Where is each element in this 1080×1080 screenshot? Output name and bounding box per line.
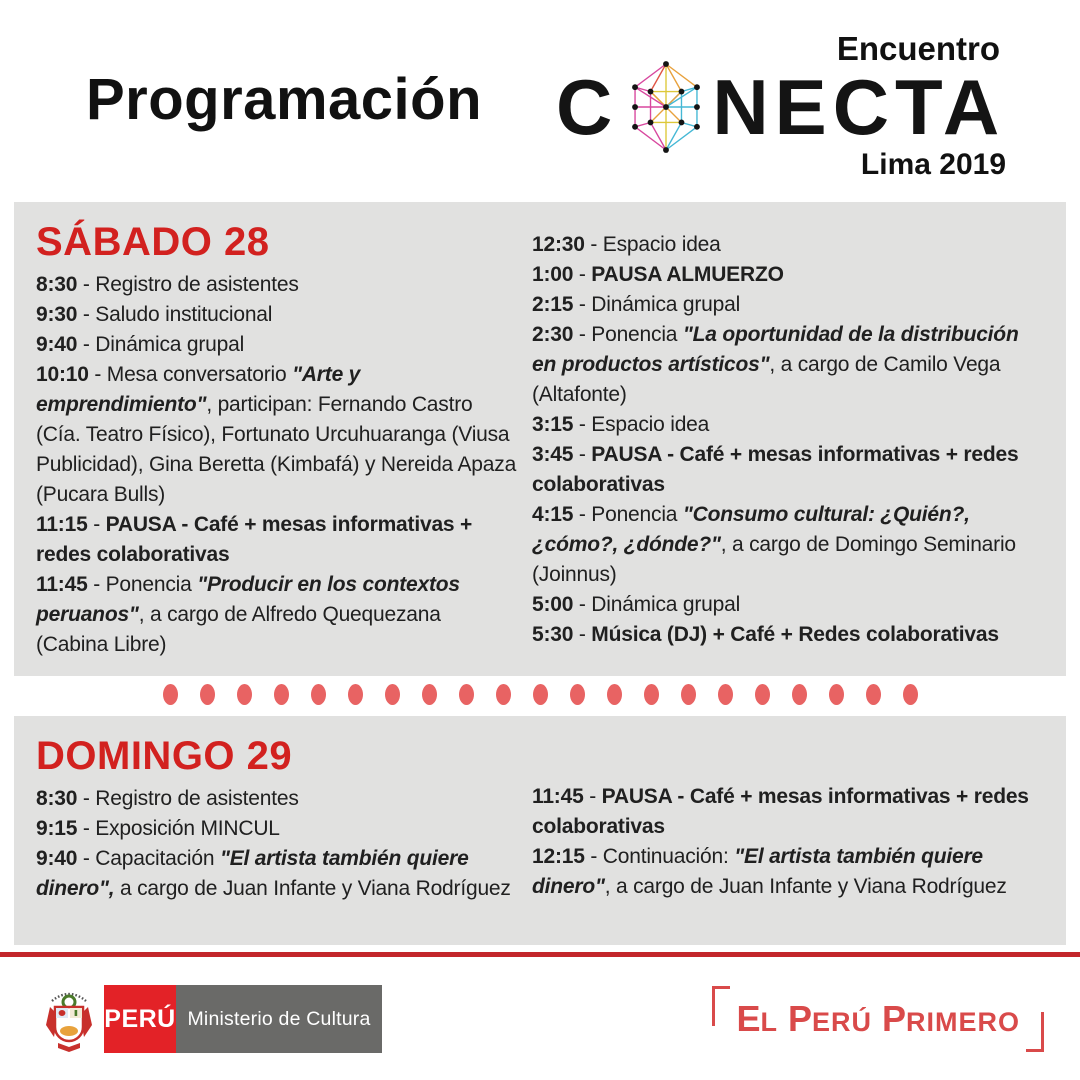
divider-dot [459,684,474,705]
text-segment: "El artista también quiere dinero" [532,845,983,898]
sunday-left-column [36,734,518,904]
schedule-section-sunday [14,716,1066,945]
schedule-item [36,330,518,360]
text-segment: 10:10 [36,363,89,386]
logo-kicker: Encuentro [836,30,1000,67]
text-segment: 5:30 [532,623,574,646]
text-segment: - [87,513,106,536]
text-segment: - Dinámica grupal [77,333,245,356]
slogan-small-letters: L [760,1007,778,1037]
saturday-left-items [36,270,518,660]
text-segment: , a cargo de Alfredo Quequezana (Cabina Libre) [36,603,441,656]
bracket-bottom-right-icon [1026,1012,1044,1052]
schedule-item [532,230,1048,260]
divider-dot [385,684,400,705]
text-segment: 9:15 [36,817,78,840]
divider-dot [163,684,178,705]
sunday-right-column [532,734,1048,904]
text-segment: 1:00 [532,263,574,286]
text-segment: - Ponencia [573,323,683,346]
text-segment: "El artista también quiere dinero", [36,847,469,900]
text-segment: 9:30 [36,303,78,326]
text-segment: - Saludo institucional [77,303,273,326]
text-segment: 9:40 [36,333,78,356]
text-segment: PAUSA - Café + mesas informativas + redes colaborativas [532,443,1019,496]
text-segment: - Espacio idea [573,413,710,436]
schedule-item [36,784,518,814]
text-segment: - Dinámica grupal [573,593,741,616]
divider-dot [681,684,696,705]
text-segment: Música (DJ) + Café + Redes colaborativas [591,623,999,646]
schedule-item [532,500,1048,590]
dotted-divider [0,684,1080,706]
text-segment: - [573,623,592,646]
text-segment: - [573,263,592,286]
text-segment: PAUSA - Café + mesas informativas + redes colaborativas [532,785,1029,838]
schedule-item [532,842,1048,902]
text-segment: "Consumo cultural: ¿Quién?, ¿cómo?, ¿dónde?" [532,503,970,556]
divider-dot [274,684,289,705]
conecta-logo [556,54,1005,160]
sunday-left-items [36,784,518,904]
slogan-capital-letter: P [787,998,812,1039]
schedule-item [36,570,518,660]
schedule-item [36,270,518,300]
text-segment: "Arte y emprendimiento" [36,363,361,416]
bracket-top-left-icon [712,986,730,1026]
text-segment: - Ponencia [87,573,198,596]
schedule-item [36,844,518,904]
divider-dot [829,684,844,705]
text-segment: PAUSA - Café + mesas informativas + redes colaborativas [36,513,473,566]
schedule-item [532,290,1048,320]
text-segment: 11:45 [36,573,88,596]
divider-dot [866,684,881,705]
text-segment: 8:30 [36,787,78,810]
text-segment: - Espacio idea [584,233,721,256]
text-segment: , a cargo de Domingo Seminario (Joinnus) [532,533,1016,586]
text-segment: , a cargo de Camilo Vega (Altafonte) [532,353,1001,406]
slogan-text [736,998,1020,1039]
slogan-capital-letter: E [736,998,761,1039]
schedule-item [532,320,1048,410]
saturday-right-column [532,220,1048,660]
slogan-capital-letter: P [881,998,906,1039]
divider-dot [348,684,363,705]
slogan-small-letters: RIMERO [906,1007,1020,1037]
schedule-item [36,814,518,844]
peru-brand-box: PERÚ [104,985,176,1053]
text-segment: "La oportunidad de la distribución en productos artísticos" [532,323,1019,376]
schedule-item [532,620,1048,650]
schedule-item [36,510,518,570]
text-segment: 12:15 [532,845,585,868]
divider-dot [533,684,548,705]
text-segment: 2:15 [532,293,574,316]
text-segment: - Continuación: [584,845,735,868]
ministry-of-culture-box: Ministerio de Cultura [176,985,382,1053]
section-title: SÁBADO 28 [36,220,270,264]
slogan-word [881,998,1020,1039]
divider-dot [496,684,511,705]
slogan-small-letters: ERÚ [811,1007,872,1037]
text-segment: 9:40 [36,847,78,870]
el-peru-primero-slogan [712,986,1044,1052]
divider-dot [311,684,326,705]
text-segment: - Ponencia [573,503,683,526]
footer-divider-rule [0,952,1080,957]
hexagon-network-icon [623,56,709,158]
text-segment: - Mesa conversatorio [88,363,293,386]
divider-dot [570,684,585,705]
text-segment: - Exposición MINCUL [77,817,280,840]
text-segment: , a cargo de Juan Infante y Viana Rodríguez [604,875,1007,898]
text-segment: 3:15 [532,413,574,436]
divider-dot [644,684,659,705]
text-segment: 12:30 [532,233,585,256]
schedule-section-saturday [14,202,1066,676]
text-segment: - Dinámica grupal [573,293,741,316]
text-segment: 5:00 [532,593,574,616]
schedule-item [532,590,1048,620]
logo-subtitle: Lima 2019 [860,148,1006,181]
slogan-word [787,998,872,1039]
schedule-item [532,410,1048,440]
divider-dot [718,684,733,705]
text-segment: 8:30 [36,273,78,296]
text-segment: 4:15 [532,503,574,526]
divider-dot [607,684,622,705]
schedule-item [532,440,1048,500]
schedule-item [36,300,518,330]
schedule-item [532,782,1048,842]
slogan-word [736,998,778,1039]
divider-dot [200,684,215,705]
divider-dot [903,684,918,705]
peru-coat-of-arms-icon [44,985,94,1053]
text-segment: , participan: Fernando Castro (Cía. Teatro Físico), Fortunato Urcuhuaranga (Viusa Publicidad), Gina Beretta (Kimbafá) y Nereida Apaza (Pucara Bulls) [36,393,517,506]
logo-letters-necta: NECTA [712,63,1006,151]
text-segment: a cargo de Juan Infante y Viana Rodríguez [114,877,511,900]
divider-dot [237,684,252,705]
text-segment: - Registro de asistentes [77,787,299,810]
text-segment: 11:15 [36,513,88,536]
logo-letter-c: C [556,63,619,151]
text-segment: 11:45 [532,785,584,808]
text-segment: PAUSA ALMUERZO [591,263,784,286]
saturday-left-column [36,220,518,660]
text-segment: 3:45 [532,443,574,466]
text-segment: - Capacitación [77,847,220,870]
text-segment: - [583,785,602,808]
schedule-item [532,260,1048,290]
text-segment: - Registro de asistentes [77,273,299,296]
divider-dot [792,684,807,705]
section-title: DOMINGO 29 [36,734,293,778]
divider-dot [755,684,770,705]
text-segment: "Producir en los contextos peruanos" [36,573,460,626]
divider-dot [422,684,437,705]
page-title: Programación [86,67,482,132]
schedule-item [36,360,518,510]
text-segment: 2:30 [532,323,574,346]
text-segment: - [573,443,592,466]
